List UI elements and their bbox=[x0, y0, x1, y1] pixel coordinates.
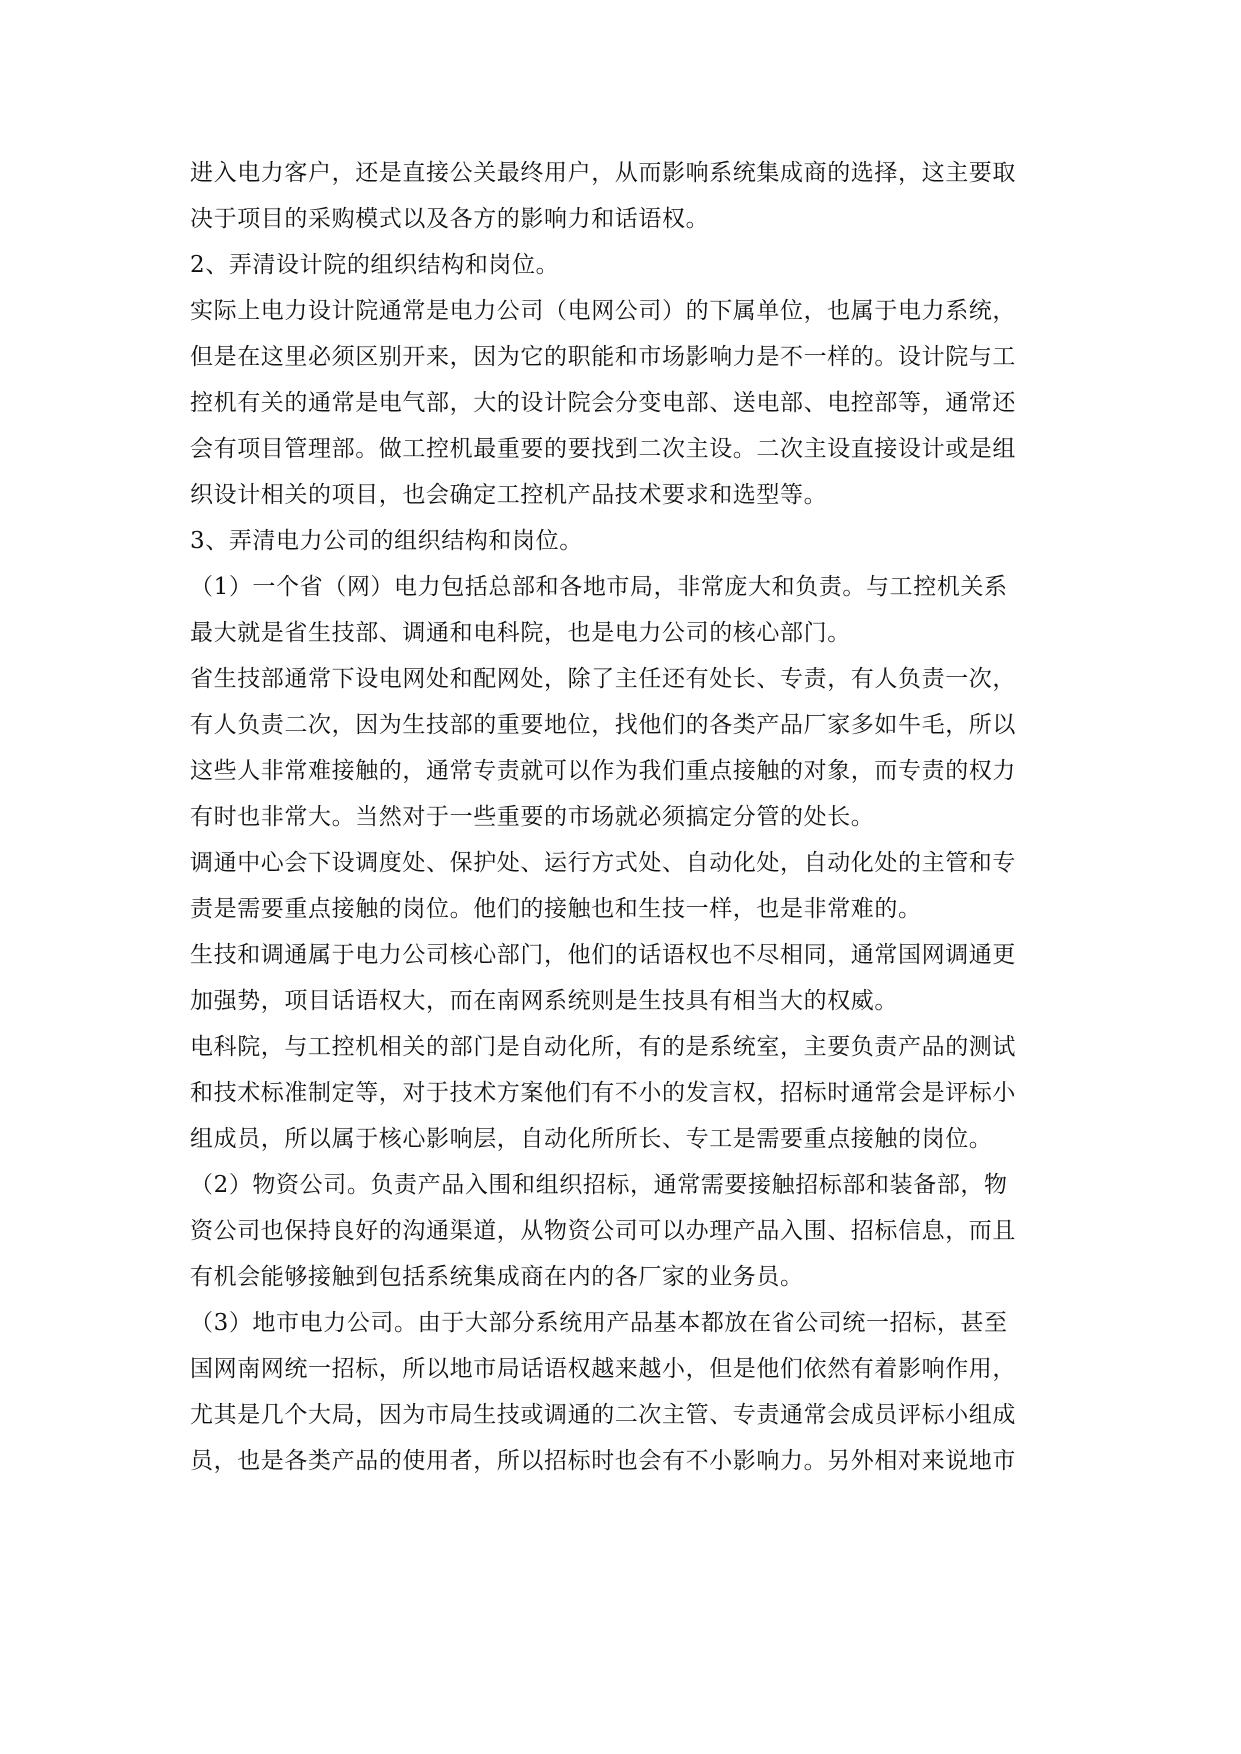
text-line: 和技术标准制定等，对于技术方案他们有不小的发言权，招标时通常会是评标小 bbox=[190, 1080, 1016, 1106]
text-line: 省生技部通常下设电网处和配网处，除了主任还有处长、专责，有人负责一次， bbox=[190, 666, 1016, 692]
text-line: 电科院，与工控机相关的部门是自动化所，有的是系统室，主要负责产品的测试 bbox=[190, 1034, 1016, 1060]
text-line: 资公司也保持良好的沟通渠道，从物资公司可以办理产品入围、招标信息，而且 bbox=[190, 1218, 1016, 1244]
text-line: （2）物资公司。负责产品入围和组织招标，通常需要接触招标部和装备部，物 bbox=[190, 1172, 1008, 1198]
text-line: 国网南网统一招标，所以地市局话语权越来越小，但是他们依然有着影响作用， bbox=[190, 1356, 1016, 1382]
section-heading: 2、弄清设计院的组织结构和岗位。 bbox=[190, 252, 560, 278]
text-line: 调通中心会下设调度处、保护处、运行方式处、自动化处，自动化处的主管和专 bbox=[190, 850, 1016, 876]
text-line: 最大就是省生技部、调通和电科院，也是电力公司的核心部门。 bbox=[190, 620, 851, 646]
text-line: 实际上电力设计院通常是电力公司（电网公司）的下属单位，也属于电力系统， bbox=[190, 298, 1016, 324]
text-line: 尤其是几个大局，因为市局生技或调通的二次主管、专责通常会成员评标小组成 bbox=[190, 1402, 1016, 1428]
text-line: 有时也非常大。当然对于一些重要的市场就必须搞定分管的处长。 bbox=[190, 804, 875, 830]
text-line: 加强势，项目话语权大，而在南网系统则是生技具有相当大的权威。 bbox=[190, 988, 898, 1014]
text-line: 控机有关的通常是电气部，大的设计院会分变电部、送电部、电控部等，通常还 bbox=[190, 390, 1016, 416]
text-line: （1）一个省（网）电力包括总部和各地市局，非常庞大和负责。与工控机关系 bbox=[190, 574, 1008, 600]
text-line: 责是需要重点接触的岗位。他们的接触也和生技一样，也是非常难的。 bbox=[190, 896, 922, 922]
text-line: 生技和调通属于电力公司核心部门，他们的话语权也不尽相同，通常国网调通更 bbox=[190, 942, 1016, 968]
text-line: 决于项目的采购模式以及各方的影响力和话语权。 bbox=[190, 206, 710, 232]
text-line: 员，也是各类产品的使用者，所以招标时也会有不小影响力。另外相对来说地市 bbox=[190, 1448, 1016, 1474]
text-line: 有机会能够接触到包括系统集成商在内的各厂家的业务员。 bbox=[190, 1264, 804, 1290]
text-line: 这些人非常难接触的，通常专责就可以作为我们重点接触的对象，而专责的权力 bbox=[190, 758, 1016, 784]
document-body bbox=[190, 150, 1050, 1484]
text-line: 进入电力客户，还是直接公关最终用户，从而影响系统集成商的选择，这主要取 bbox=[190, 160, 1016, 186]
text-line: 织设计相关的项目，也会确定工控机产品技术要求和选型等。 bbox=[190, 482, 828, 508]
text-line: 组成员，所以属于核心影响层，自动化所所长、专工是需要重点接触的岗位。 bbox=[190, 1126, 993, 1152]
text-line: 会有项目管理部。做工控机最重要的要找到二次主设。二次主设直接设计或是组 bbox=[190, 436, 1016, 462]
text-line: 有人负责二次，因为生技部的重要地位，找他们的各类产品厂家多如牛毛，所以 bbox=[190, 712, 1016, 738]
text-line: 但是在这里必须区别开来，因为它的职能和市场影响力是不一样的。设计院与工 bbox=[190, 344, 1016, 370]
section-heading: 3、弄清电力公司的组织结构和岗位。 bbox=[190, 528, 583, 554]
text-line: （3）地市电力公司。由于大部分系统用产品基本都放在省公司统一招标，甚至 bbox=[190, 1310, 1008, 1336]
